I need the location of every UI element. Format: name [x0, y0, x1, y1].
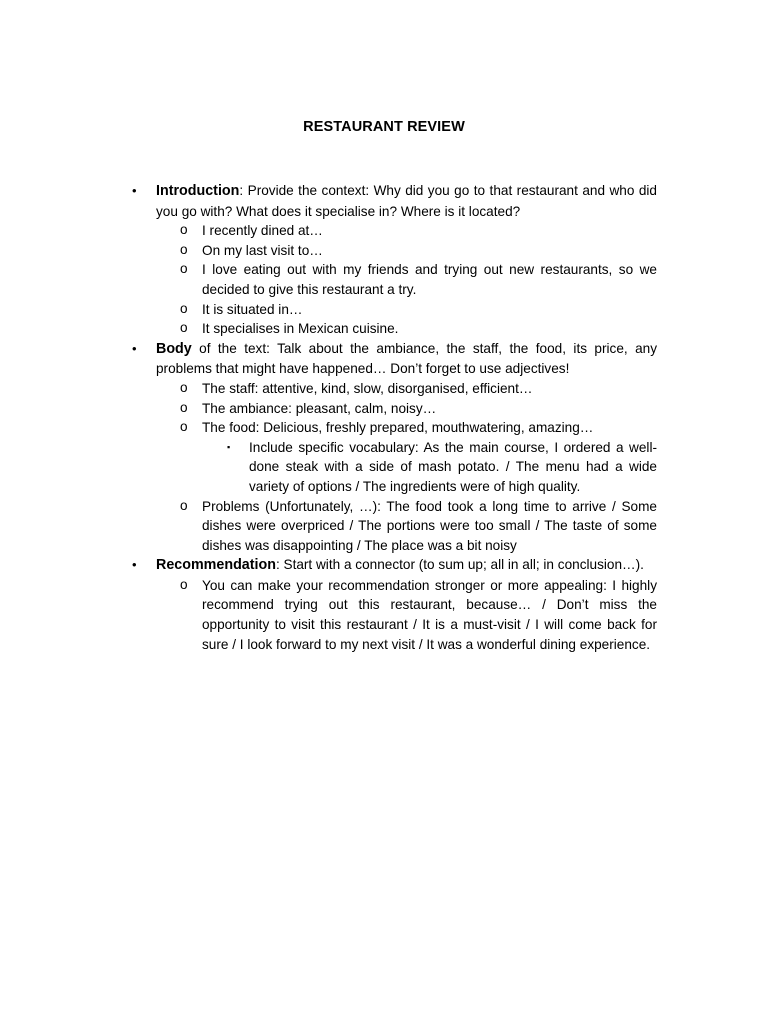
list-item: [180, 319, 657, 339]
list-item: [180, 260, 657, 299]
section-paragraph: [156, 555, 657, 576]
circle-bullet-icon: o: [180, 497, 188, 513]
list-item-introduction: [132, 181, 657, 339]
list-item-text: It is situated in…: [202, 301, 303, 317]
circle-bullet-icon: o: [180, 419, 188, 435]
list-item-text: You can make your recommendation stronger or more appealing: I highly recommend trying out this restaurant, because… / Don’t miss the opportunity to visit this restaurant / It is a must-visit / I will come back for sure / I look forward to my next visit / It was a wonderful dining experience.: [202, 577, 657, 652]
list-item-body: [132, 339, 657, 556]
list-item: [180, 241, 657, 261]
list-item: [227, 438, 657, 497]
section-heading-recommendation: Recommendation: [156, 557, 276, 574]
list-item: [180, 399, 657, 419]
circle-bullet-icon: o: [180, 300, 188, 316]
list-item-text: I recently dined at…: [202, 223, 323, 239]
sub-list-introduction: [180, 221, 657, 339]
section-text: of the text: Talk about the ambiance, the staff, the food, its price, any problems that might have happened… Don’t forget to use adjectives!: [156, 340, 657, 377]
sub-sub-list-food: [227, 438, 657, 497]
list-item-text: Problems (Unfortunately, …): The food took a long time to arrive / Some dishes were overpriced / The portions were too small / The taste of some dishes was disappointing / The place was a bit noisy: [202, 498, 657, 553]
list-item-text: It specialises in Mexican cuisine.: [202, 321, 399, 337]
circle-bullet-icon: o: [180, 320, 188, 336]
circle-bullet-icon: o: [180, 576, 188, 592]
sub-list-recommendation: [180, 576, 657, 654]
list-item: [180, 300, 657, 320]
list-item: [180, 497, 657, 556]
list-item-text: The staff: attentive, kind, slow, disorganised, efficient…: [202, 380, 533, 396]
section-text: : Start with a connector (to sum up; all in all; in conclusion…).: [275, 557, 644, 573]
document-body: [132, 181, 657, 654]
section-text: : Provide the context: Why did you go to that restaurant and who did you go with? What does it specialise in? Where is it located?: [156, 183, 657, 219]
list-item: [180, 576, 657, 654]
circle-bullet-icon: o: [180, 222, 188, 238]
bullet-icon: •: [132, 183, 137, 198]
list-item-text: The ambiance: pleasant, calm, noisy…: [202, 400, 437, 416]
bullet-icon: •: [132, 557, 137, 573]
bullet-icon: •: [132, 340, 137, 356]
list-item-text: I love eating out with my friends and trying out new restaurants, so we decided to give this restaurant a try.: [202, 262, 657, 297]
list-item-recommendation: [132, 555, 657, 654]
section-heading-introduction: Introduction: [156, 183, 240, 199]
section-paragraph: [156, 181, 657, 221]
circle-bullet-icon: o: [180, 379, 188, 395]
list-item: [180, 379, 657, 399]
sub-list-body: [180, 379, 657, 555]
list-item-text: On my last visit to…: [202, 242, 323, 258]
list-item-text: Include specific vocabulary: As the main course, I ordered a well-done steak with a side of mash potato. / The menu had a wide variety of options / The ingredients were of high quality.: [249, 439, 657, 494]
list-item-text: The food: Delicious, freshly prepared, mouthwatering, amazing…: [202, 420, 594, 436]
section-paragraph: [156, 339, 657, 379]
section-heading-body: Body: [156, 340, 192, 357]
circle-bullet-icon: o: [180, 399, 188, 415]
circle-bullet-icon: o: [180, 241, 188, 257]
list-item: [180, 221, 657, 241]
document-title: RESTAURANT REVIEW: [303, 119, 465, 135]
list-item: [180, 418, 657, 496]
main-bullet-list: [132, 181, 657, 654]
square-bullet-icon: ▪: [227, 441, 231, 452]
circle-bullet-icon: o: [180, 261, 188, 277]
